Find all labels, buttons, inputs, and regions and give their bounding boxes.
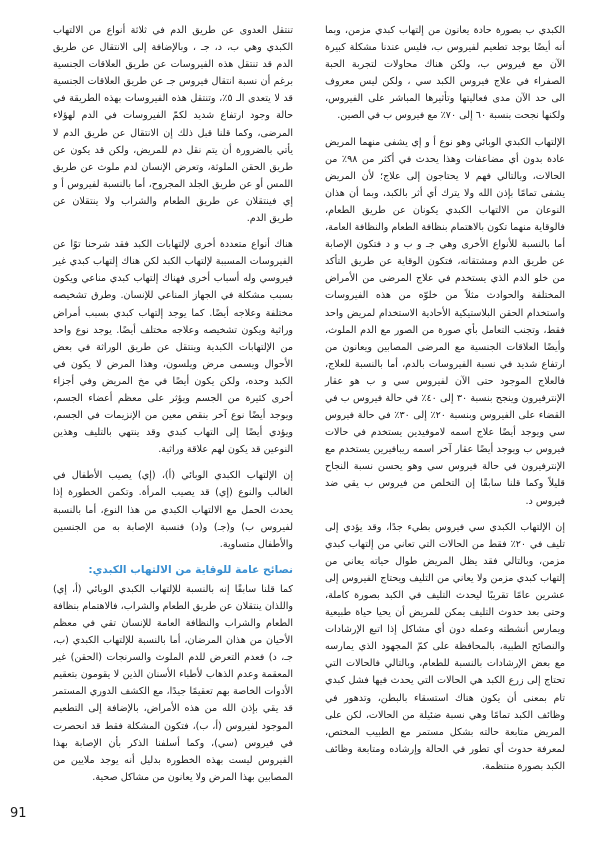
left-text-column	[53, 22, 293, 795]
paragraph: كما قلنا سابقًا إنه بالنسبة للإلتهاب الكبدي الوبائي (أ، إي) واللذان ينتقلان عن طريق الطعام والشراب، فالاهتمام بنظافة الطعام والشراب والنظافة العامة للإنسان تقي في معظم الأحيان من هذان المرضان، أما بالنسبة للإلتهاب الكبدي (ب، جـ، د) فعدم التعرض للدم الملوث والسرنجات (الحقن) غير المعقمة وعدم الذهاب لأطباء الأسنان الذين لا يقومون بتعقيم الأدوات الخاصة بهم تعقيمًا جيدًا، مع الكشف الدوري المستمر قد يقي بإذن الله من هذه الأمراض، بالإضافة إلى التطعيم الموجود لفيروس (أ، ب)، فتكون المشكلة فقط قد انحصرت في فيروس (سي)، وكما أسلفنا الذكر بأن الإصابة بهذا الفيروس ليست بهذه الخطورة بدليل أنه يوجد ملايين من المصابين بهذا المرض ولا يعانون من مشاكل صحية.	[53, 583, 293, 783]
section-heading: نصائح عامة للوقاية من الالتهاب الكبدي:	[88, 563, 293, 576]
paragraph: الإلتهاب الكبدي الوبائي وهو نوع أ و إي يشفى منهما المريض عادة بدون أي مضاعفات وهذا يحدث في أكثر من ٩٨٪ من الحالات، وبالتالي فهم لا يحتاجون إلى علاج؛ لأن المريض يشفى تمامًا بإذن الله ولا يترك أي أثر بالكبد، وبما أن هذان النوعان من الالتهاب الكبدي يكونان عن طريق الطعام، فالوقاية منهما تكون بالاهتمام بنظافة الطعام والنظافة العامة، أما بالنسبة للأنواع الأخرى وهي جـ و ب و د فتكون الإصابة عن طريق الدم ومشتقاته، فتكون الوقاية عن طريق التأكد من خلو الدم الذي يستخدم في علاج المرضى من الأمراض المختلفة والحوادث مثلاً من خلوّه من هذه الفيروسات واستخدام الحقن البلاستيكية الأحادية الاستخدام لمريض واحد فقط، وتجنب التعامل بأي صورة من الصور مع الدم الملوث، وأيضًا العلاقات الجنسية مع المرضى المصابين ويعانون من ارتفاع شديد في نسبة الفيروسات بالدم، أما بالنسبة للعلاج، فالعلاج الموجود حتى الآن لفيروس سي و ب هو عقار الإنترفيرون وينجح بنسبة ٣٠ إلى ٤٠٪ في حالة فيروس ب في القضاء على الفيروس وبنسبة ٢٠٪ إلى ٣٠٪ في حالة فيروس سي ويوجد أيضًا علاج اسمه لاموفيدين يستخدم في حالات فيروس ب ويوجد أيضًا عقار آخر اسمه ريبافيرين يستخدم مع الإنترفيرون في حالة فيروس سي وهو يحسن نسبة النجاح قليلاً وكما قلنا سابقًا إن التخلص من فيروس ب يقي ضد فيروس د.	[325, 136, 566, 507]
right-text-column	[325, 22, 565, 784]
paragraph: الكبدي ب بصورة حادة يعانون من إلتهاب كبدي مزمن، وبما أنه أيضًا يوجد تطعيم لفيروس ب، فليس عندنا مشكلة كبيرة الآن مع فيروس ب، ولكن هناك محاولات لتجربة الحبة الصفراء في علاج فيروس الكبد سي ، ولكن ليس معروف الى حد الآن مدى فعاليتها وتأثيرها المباشر على الفيروس، ولكنها نجحت بنسبة ٦٠ إلى ٧٠٪ مع فيروس ب في الصين.	[325, 25, 565, 122]
paragraph: إن الإلتهاب الكبدي الوبائي (أ)، (إي) يصيب الأطفال في الغالب والنوع (إي) قد يصيب المرأة. وتكمن الخطورة إذا يحدث الحمل مع الالتهاب الكبدي من هذا النوع، أما بالنسبة لفيروس ب) و(جـ) و(د) فنسبة الإصابة به من الجنسين والأطفال متساوية.	[53, 470, 293, 550]
page-number: 91	[10, 806, 27, 821]
paragraph: تنتقل العدوى عن طريق الدم في ثلاثة أنواع من الالتهاب الكبدي وهي ب، د، جـ ، وبالإضافة إلى الانتقال عن طريق الدم قد تنتقل هذه الفيروسات عن طريق العلاقات الجنسية برغم أن نسبة انتقال فيروس جـ عن طريق العلاقات الجنسية قد لا يتعدى الـ ٥٪، وتنتقل هذه الفيروسات بهذه الطريقة في حالة وجود ارتفاع شديد لكمّ الفيروسات في الدم لهؤلاء المرضى، وكما قلنا قبل ذلك إن الانتقال عن طريق الدم لا يأتي بالضرورة أن يتم نقل دم للمريض، ولكن قد يكون عن طريق الحقن الملوثة، وتعرض الإنسان لدم ملوث عن طريق اللمس أو عن طريق الجلد المجروح، أما بالنسبة لفيروس أ و إي فينتقلان عن طريق الطعام والشراب ولا ينتقلان عن طريق الدم.	[53, 25, 293, 225]
paragraph: هناك أنواع متعددة أخرى لإلتهابات الكبد فقد شرحنا توًا عن الفيروسات المسببة لإلتهاب الكبد لكن هناك إلتهاب كبدي غير فيروسي وله أسباب أخرى فهناك إلتهاب كبدي مناعي ويكون بسبب مشكلة في الجهاز المناعي للإنسان. وطرق تشخيصه مختلفة وعلاجه أيضًا. كما يوجد إلتهاب كبدي بسبب أمراض وراثية ويكون تشخيصه وعلاجه مختلف أيضًا. يوجد نوع واحد من الإلتهابات الكبدية وينتقل عن طريق الوراثة في بعض الأحوال ويسمى مرض ويلسون، وهذا المرض لا يكون في الكبد وحده، ولكن يكون أيضًا في مخ المريض وفي أجزاء أخرى كثيرة من الجسم ويؤثر على معظم أعضاء الجسم، ويوجد أيضًا نوع آخر بنقص معين من الإنزيمات في الجسم، ويؤدي أيضًا إلى التهاب كبدي وقد ينتهي بالتليف وهذين النوعين قد يكون لهم علاقة وراثية.	[53, 239, 293, 456]
paragraph: إن الإلتهاب الكبدي سي فيروس بطيء جدًا، وقد يؤدي إلى تليف في ٢٠٪ فقط من الحالات التي تعاني من إلتهاب كبدي مزمن، وبالتالي فقد يظل المريض طوال حياته يعاني من إلتهاب كبدي مزمن ولا يعاني من التليف ويحتاج الفيروس إلى عشرين عامًا تقريبًا ليحدث التليف في الكبد بصورة كاملة، وحتى بعد حدوث التليف يمكن للمريض أن يحيا حياة طبيعية ويمارس أنشطته وعمله دون أي مشاكل إذا اتبع الإرشادات والنصائح الطبية، بالمحافظة على كمّ المجهود الذي يمارسه مع بعض الإرشادات بالنسبة للطعام، وبالتالي فالحالات التي تحتاج إلى زرع الكبد هي الحالات التي يحدث فيها فشل كبدي تام بمعنى أن يكون هناك استسقاء بالبطن، وتدهور في وظائف الكبد تمامًا وهي نسبة ضئيلة من الحالات، لكن على المريض متابعة حالته بشكل مستمر مع الطبيب المختص، لمعرفة حدوث أي تطور في الحالة وإرشاده ومتابعة وظائف الكبد بصورة منتظمة.	[325, 521, 565, 772]
